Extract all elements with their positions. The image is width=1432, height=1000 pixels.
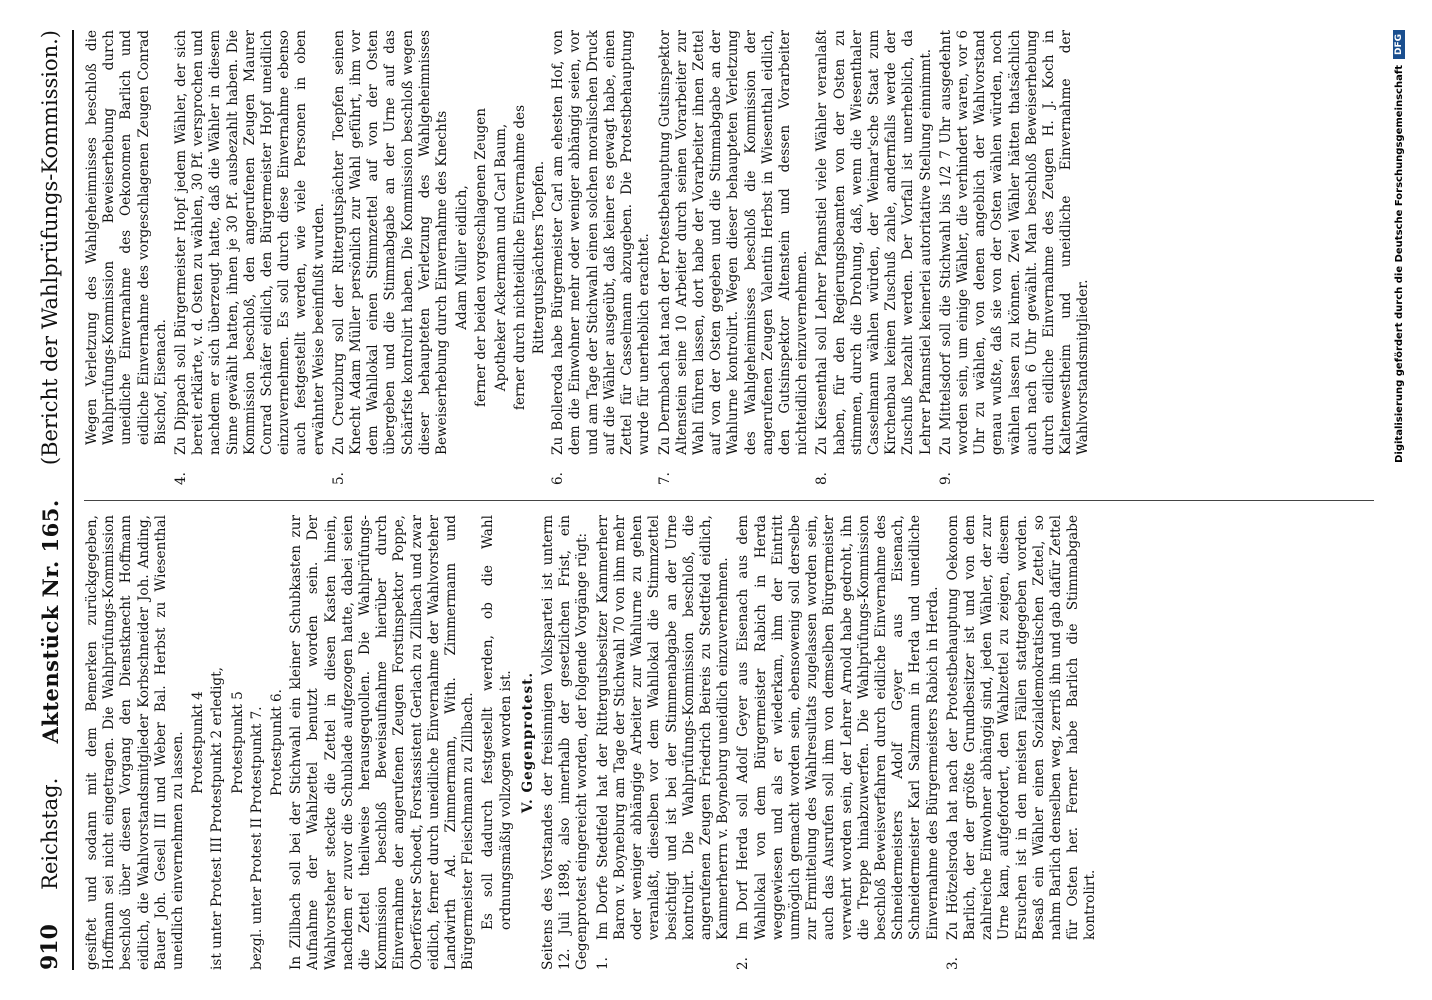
item-number: 8. (814, 472, 831, 485)
item-text: Zu Dippach soll Bürgermeister Hopf jedem Wähler, der sich bereit erklärte, v. d. Osten zu wählen, 30 Pf. versprochen und nachdem er sich überzeugt hatte, daß die Wähler in diesem Sinne gewählt hatten, ihnen je 30 Pf. ausbezahlt haben. Die Kommission beschloß, den angerufenen Zeugen Maurer Conrad Schäfer eidlich, den Bürgermeister Hopf uneidlich einzuvernehmen. Es soll durch diese Einvernahme ebenso auch festgestellt werden, wie viele Personen in oben erwähnter Weise beeinflußt wurden. (173, 30, 327, 455)
paragraph: Wegen Verletzung des Wahlgeheimnisses beschloß die Wahlprüfungs-Kommission Beweiserhebung durch uneidliche Einvernahme des Oekonomen Barlich und eidliche Einvernahme des vorgeschlagenen Zeugen Conrad Bischof, Eisenach. (84, 30, 169, 445)
list-item (938, 30, 1093, 485)
paragraph: Es soll dadurch festgestellt werden, ob die Wahl ordnungsmäßig vollzogen worden ist. (480, 515, 514, 930)
paragraph: Seitens des Vorstandes der freisinnigen Volkspartei ist unterm 12. Juli 1898, also innerhalb der gesetzlichen Frist, ein Gegenprotest eingereicht worden, der folgende Vorgänge rügt: (540, 515, 591, 970)
page-header (28, 30, 74, 970)
protest-point-heading: Protestpunkt 4 (190, 691, 207, 794)
paragraph: bezgl. unter Protest II Protestpunkt 7. (248, 706, 265, 970)
list-item (331, 30, 451, 485)
list-item (814, 30, 934, 485)
item-text: Im Dorfe Stedtfeld hat der Rittergutsbesitzer Kammerherr Baron v. Boyneburg am Tage der Stichwahl 70 von ihm mehr oder weniger abhängige Arbeiter zur Wahlurne zu gehen veranlaßt, dieselben vor dem Wahllokal die Stimmzettel besichtigt und ist bei der Stimmenabgabe an der Urne kontrolirt. Die Wahlprüfungs-Kommission beschloß, die angerufenen Zeugen Friedrich Beireis zu Stedtfeld eidlich, Kammerherrn v. Boyneburg uneidlich einzuvernehmen. (594, 515, 732, 940)
item-number: 1. (594, 957, 611, 970)
header-right: (Bericht der Wahlprüfungs-Kommission.) (38, 30, 62, 466)
list-item (735, 515, 941, 970)
item-text: Zu Creuzburg soll der Rittergutspächter Toepfen seinen Knecht Adam Müller persönlich zur Wahl geführt, ihm vor dem Wahllokal einen Stimmzettel auf von der Osten übergeben und die Stimmabgabe an der Urne auf das Schärfste kontrolirt haben. Die Kommission beschloß wegen dieser behaupteten Verletzung des Wahlgeheimnisses Beweiserhebung durch Einvernahme des Knechts (330, 30, 451, 455)
left-column (84, 515, 1394, 970)
list-item (550, 30, 653, 485)
column-divider (84, 500, 1374, 501)
item-number: 6. (550, 472, 567, 485)
paragraph: ist unter Protest III Protestpunkt 2 erledigt, (209, 667, 226, 970)
digitization-credit (1388, 30, 1410, 970)
list-item (595, 515, 733, 970)
page-number: 910 (37, 924, 63, 970)
item-text: Zu Kiesenthal soll Lehrer Pfannstiel viele Wähler veranlaßt haben, für den Regierungsbeamten von der Osten zu stimmen, durch die Drohung, daß, wenn die Wiesenthaler Casselmann wählen würden, der Weimar'sche Staat zum Kirchenbau keinen Zuschuß zahle, andernfalls werde der Zuschuß bezahlt werden. Der Vorfall ist unerheblich, da Lehrer Pfannstiel keinerlei autoritative Stellung einnimmt. (814, 30, 934, 455)
header-middle: Aktenstück Nr. 165. (37, 499, 63, 744)
item-number: 9. (937, 472, 954, 485)
item-number: 3. (944, 957, 961, 970)
centered-line: Apotheker Ackermann und Carl Baum, (492, 123, 509, 392)
item-number: 4. (173, 472, 190, 485)
right-column (84, 30, 1394, 485)
credit-text: Digitalisierung gefördert durch die Deutsche Forschungsgemeinschaft (1393, 65, 1405, 463)
paragraph: In Zillbach soll bei der Stichwahl ein kleiner Schubkasten zur Aufnahme der Wahlzettel benutzt worden sein. Der Wahlvorsteher steckte die Zettel in diesen Kasten hinein, nachdem er zuvor die Schublade aufgezogen hatte, dabei seien die Zettel theilweise herausgequollen. Die Wahlprüfungs-Kommission beschloß Beweisaufnahme hierüber durch Einvernahme der angerufenen Zeugen Forstinspektor Poppe, Oberförster Schoedt, Forstassistent Gerlach zu Zillbach und zwar eidlich, ferner durch uneidliche Einvernahme der Wahlvorsteher Landwirth Ad. Zimmermann, With. Zimmermann und Bürgermeister Fleischmann zu Zillbach. (288, 515, 477, 970)
section-heading: V. Gegenprotest. (519, 671, 536, 814)
centered-line: Adam Müller eidlich, (454, 185, 471, 330)
item-text: Zu Mittelsdorf soll die Stichwahl bis 1/2 7 Uhr ausgedehnt worden sein, um einige Wähler, die verhindert waren, vor 6 Uhr zu wählen, von denen angeblich der Wahlvorstand genau wußte, daß sie von der Osten wählen würden, noch wählen lassen zu können. Zwei Wähler hätten thatsächlich auch nach 6 Uhr gewählt. Man beschloß Beweiserhebung durch eidliche Einvernahme des Zeugen H. J. Koch in Kaltenwestheim und uneidliche Einvernahme der Wahlvorstandsmitglieder. (937, 30, 1092, 455)
dfg-logo: DFG (1393, 30, 1405, 59)
list-item (657, 30, 812, 485)
item-text: Zu Dermbach hat nach der Protestbehauptung Gutsinspektor Altenstein seine 10 Arbeiter durch seinen Vorarbeiter zur Wahl führen lassen, dort habe der Vorarbeiter ihnen Zettel auf von der Osten gegeben und die Stimmabgabe an der Wahlurne kontrolirt. Wegen dieser behaupteten Verletzung des Wahlgeheimnisses beschloß die Kommission der angerufenen Zeugen Valentin Herbst in Wiesenthal eidlich, den Gutsinspektor Altenstein und dessen Vorarbeiter nichteidlich einzuvernehmen. (656, 30, 811, 455)
protest-point-heading: Protestpunkt 5 (229, 691, 246, 794)
paragraph: gesiftet und sodann mit dem Bemerken zurückgegeben, Hoffmann sei nicht eingetragen. Die Wahlprüfungs-Kommission beschloß über diesen Vorgang den Dienstknecht Hoffmann eidlich, die Wahlvorstandsmitglieder Korbschneider Joh. Anding, Bauer Joh. Gesell III und Weber Bal. Herbst zu Wiesenthal uneidlich einvernehmen zu lassen. (84, 515, 187, 970)
item-number: 2. (735, 957, 752, 970)
header-left: Reichstag. (38, 777, 62, 890)
item-text: Im Dorf Herda soll Adolf Geyer aus Eisenach aus dem Wahllokal von dem Bürgermeister Rabich in Herda weggewiesen und als er wiederkam, ihm der Eintritt unmöglich gemacht worden sein, ebensowenig soll derselbe zur Ermittelung des Wahlresultats zugelassen worden sein, auch das Ausrufen soll ihm von demselben Bürgermeister verwehrt worden sein, der Lehrer Arnold habe gedroht, ihn die Treppe hinabzuwerfen. Die Wahlprüfungs-Kommission beschloß Beweisverfahren durch eidliche Einvernahme des Schneidermeisters Adolf Geyer aus Eisenach, Schneidermeister Karl Salzmann in Herda und uneidliche Einvernahme des Bürgermeisters Rabich in Herda. (735, 515, 941, 940)
centered-line: Rittergutspächters Toepfen. (531, 160, 548, 355)
centered-line: ferner durch nichteidliche Einvernahme des (511, 104, 528, 411)
item-number: 5. (330, 472, 347, 485)
item-number: 7. (656, 472, 673, 485)
item-text: Zu Hötzelsroda hat nach der Protestbehauptung Oekonom Barlich, der der größte Grundbesitzer ist und von dem zahlreiche Einwohner abhängig sind, jeden Wähler, der zur Urne kam, aufgefordert, den Wahlzettel zu zeigen, diesem Ersuchen ist in den meisten Fällen stattgegeben worden. Besaß ein Wähler einen Sozialdemokratischen Zettel, so nahm Barlich denselben weg, zerriß ihn und gab dafür Zettel für Osten her. Ferner habe Barlich die Stimmabgabe kontrolirt. (944, 515, 1099, 940)
list-item (945, 515, 1100, 970)
list-item (173, 30, 328, 485)
protest-point-heading: Protestpunkt 6. (269, 689, 286, 796)
centered-line: ferner der beiden vorgeschlagenen Zeugen (473, 108, 490, 407)
item-text: Zu Bolleroda habe Bürgermeister Carl am ehesten Hof, von dem die Einwohner mehr oder weniger abhängig seien, vor und am Tage der Stichwahl einen solchen moralischen Druck auf die Wähler ausgeübt, daß keiner es gewagt habe, einen Zettel für Casselmann abzugeben. Die Protestbehauptung wurde für unerheblich erachtet. (550, 30, 653, 455)
